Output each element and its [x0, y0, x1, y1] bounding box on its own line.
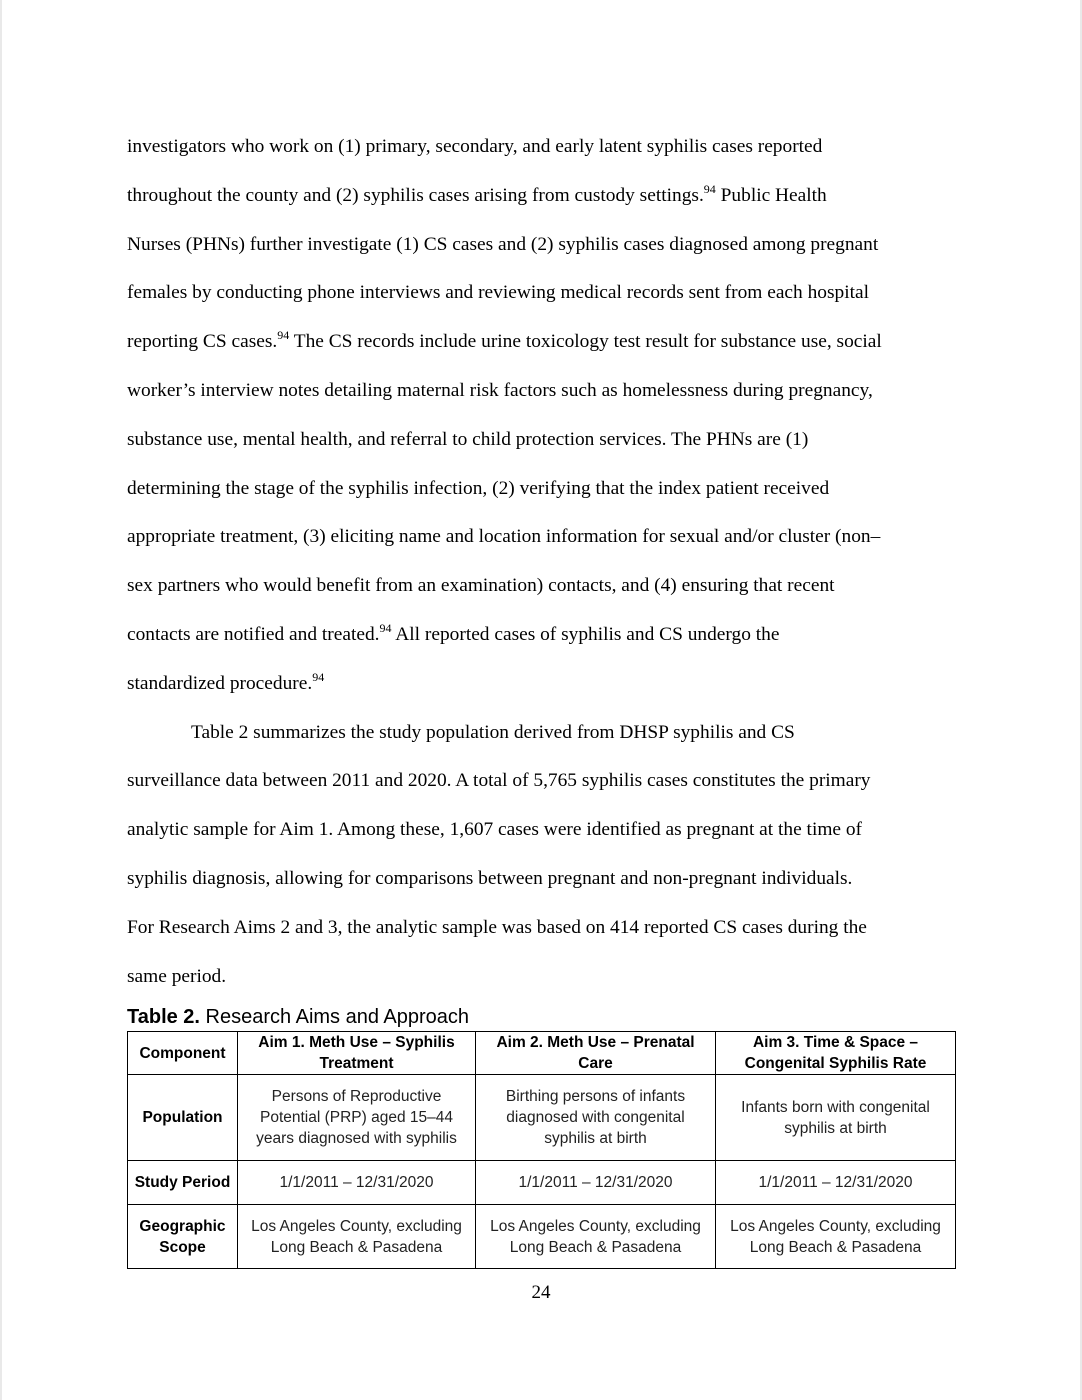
text-run: The CS records include urine toxicology test result for substance use, social	[289, 331, 882, 353]
table-caption	[127, 1004, 469, 1030]
text-run: sex partners who would benefit from an examination) contacts, and (4) ensuring that recent	[127, 575, 835, 597]
table-cell: Persons of Reproductive Potential (PRP) aged 15–44 years diagnosed with syphilis	[238, 1075, 476, 1161]
header-aim-2: Aim 2. Meth Use – Prenatal Care	[476, 1032, 716, 1075]
text-line	[127, 953, 957, 1002]
text-run: syphilis diagnosis, allowing for comparisons between pregnant and non-pregnant individuals.	[127, 867, 853, 889]
header-component: Component	[128, 1032, 238, 1075]
table-cell: Los Angeles County, excluding Long Beach & Pasadena	[476, 1205, 716, 1269]
text-run: standardized procedure.	[127, 672, 313, 694]
paragraph-2	[127, 709, 957, 1002]
table-cell: Los Angeles County, excluding Long Beach & Pasadena	[716, 1205, 956, 1269]
text-run: surveillance data between 2011 and 2020. A total of 5,765 syphilis cases constitutes the primary	[127, 770, 871, 792]
text-run: reporting CS cases.	[127, 331, 278, 353]
text-run: determining the stage of the syphilis infection, (2) verifying that the index patient received	[127, 477, 830, 499]
text-run: Public Health	[715, 184, 827, 206]
text-line	[127, 367, 957, 416]
table-row-study-period	[128, 1161, 956, 1205]
research-aims-table	[127, 1031, 956, 1269]
citation-superscript: 94	[379, 620, 392, 635]
text-run: worker’s interview notes detailing maternal risk factors such as homelessness during pregnancy,	[127, 379, 873, 401]
header-aim-3: Aim 3. Time & Space – Congenital Syphilis Rate	[716, 1032, 956, 1075]
table-row-population	[128, 1075, 956, 1161]
text-run: females by conducting phone interviews and reviewing medical records sent from each hospital	[127, 282, 869, 304]
text-line	[127, 465, 957, 514]
text-line	[127, 513, 957, 562]
text-line	[127, 904, 957, 953]
table-cell: Los Angeles County, excluding Long Beach & Pasadena	[238, 1205, 476, 1269]
table-cell: 1/1/2011 – 12/31/2020	[716, 1161, 956, 1205]
row-label: Population	[128, 1075, 238, 1161]
text-line	[127, 757, 957, 806]
text-line	[127, 221, 957, 270]
row-label: Geographic Scope	[128, 1205, 238, 1269]
page-edge-left	[0, 0, 2, 1400]
table-cell: Birthing persons of infants diagnosed with congenital syphilis at birth	[476, 1075, 716, 1161]
text-line	[127, 416, 957, 465]
table-row-geographic-scope	[128, 1205, 956, 1269]
text-line	[127, 318, 957, 367]
text-run: Table 2 summarizes the study population derived from DHSP syphilis and CS	[191, 721, 795, 743]
text-run: same period.	[127, 965, 227, 987]
text-line	[127, 611, 957, 660]
text-run: throughout the county and (2) syphilis cases arising from custody settings.	[127, 184, 704, 206]
page-number: 24	[531, 1282, 551, 1303]
text-line	[127, 709, 957, 758]
header-aim-1: Aim 1. Meth Use – Syphilis Treatment	[238, 1032, 476, 1075]
text-run: appropriate treatment, (3) eliciting name and location information for sexual and/or cluster (non–	[127, 526, 881, 548]
text-run: For Research Aims 2 and 3, the analytic sample was based on 414 reported CS cases during the	[127, 916, 867, 938]
text-run: investigators who work on (1) primary, secondary, and early latent syphilis cases reported	[127, 136, 823, 157]
row-label: Study Period	[128, 1161, 238, 1205]
text-line	[127, 660, 957, 709]
table-cell: Infants born with congenital syphilis at birth	[716, 1075, 956, 1161]
text-line	[127, 123, 957, 172]
table-caption-label: Table 2.	[127, 1006, 200, 1028]
text-run: substance use, mental health, and referral to child protection services. The PHNs are (1)	[127, 428, 809, 450]
paragraph-1	[127, 123, 957, 709]
body-text	[127, 123, 957, 1001]
text-line	[127, 562, 957, 611]
text-line	[127, 172, 957, 221]
table-header-row	[128, 1032, 956, 1075]
text-run: All reported cases of syphilis and CS undergo the	[391, 623, 780, 645]
citation-superscript: 94	[312, 669, 325, 684]
text-line	[127, 855, 957, 904]
text-run: Nurses (PHNs) further investigate (1) CS cases and (2) syphilis cases diagnosed among pregnant	[127, 233, 879, 255]
table-cell: 1/1/2011 – 12/31/2020	[238, 1161, 476, 1205]
table-cell: 1/1/2011 – 12/31/2020	[476, 1161, 716, 1205]
text-line	[127, 806, 957, 855]
text-run: contacts are notified and treated.	[127, 623, 380, 645]
table-caption-text: Research Aims and Approach	[200, 1006, 470, 1028]
citation-superscript: 94	[703, 181, 716, 196]
text-line	[127, 269, 957, 318]
text-run: analytic sample for Aim 1. Among these, 1,607 cases were identified as pregnant at the time of	[127, 819, 863, 841]
citation-superscript: 94	[277, 328, 290, 343]
